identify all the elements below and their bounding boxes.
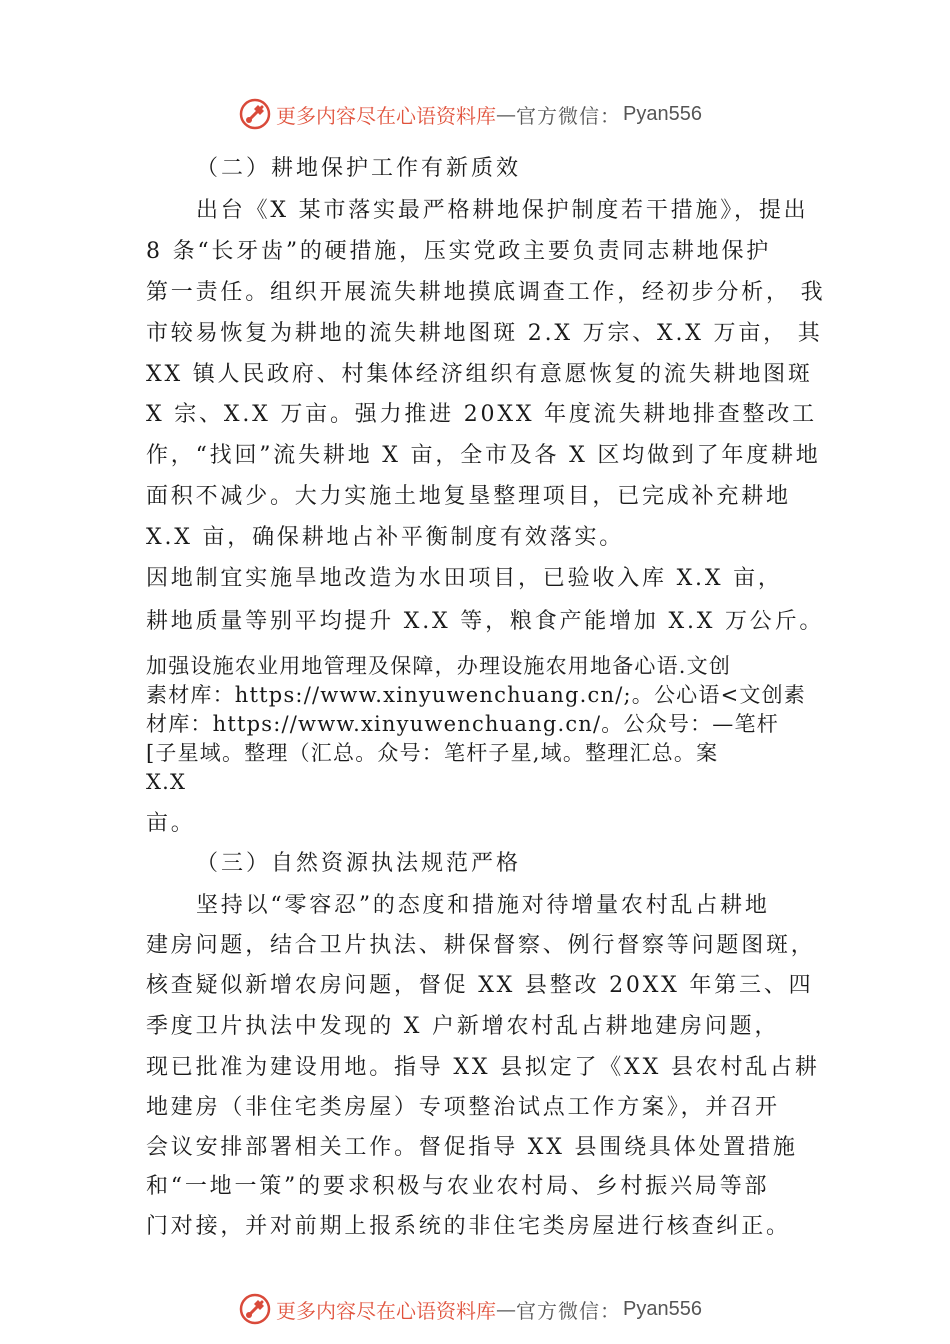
- paragraph-line: X 宗、X.X 万亩。强力推进 20XX 年度流失耕地排查整改工: [146, 402, 817, 427]
- paragraph-line: 面积不减少。大力实施土地复垦整理项目，已完成补充耕地: [146, 484, 791, 509]
- paragraph-line: 建房问题，结合卫片执法、耕保督察、例行督察等问题图斑，: [146, 933, 816, 958]
- paragraph-line: 门对接，并对前期上报系统的非住宅类房屋进行核查纠正。: [146, 1214, 791, 1239]
- paragraph-line: 市较易恢复为耕地的流失耕地图斑 2.X 万宗、X.X 万亩， 其: [146, 321, 823, 346]
- watermark-main-text: 更多内容尽在心语资料库: [276, 103, 496, 128]
- watermark-footer: [238, 1289, 702, 1329]
- paragraph-line: 季度卫片执法中发现的 X 户新增农村乱占耕地建房问题，: [146, 1014, 780, 1039]
- paragraph-line: 地建房（非住宅类房屋）专项整治试点工作方案》，并召开: [146, 1095, 780, 1120]
- watermark-wechat-id: Pyan556: [623, 102, 702, 125]
- paragraph-line: 会议安排部署相关工作。督促指导 XX 县围绕具体处置措施: [146, 1135, 798, 1160]
- paragraph-line: 核查疑似新增农房问题，督促 XX 县整改 20XX 年第三、四: [146, 973, 814, 998]
- paragraph-line: 出台《X 某市落实最严格耕地保护制度若干措施》，提出: [196, 198, 809, 223]
- paragraph-line: 耕地质量等别平均提升 X.X 等，粮食产能增加 X.X 万公斤。: [146, 609, 825, 634]
- watermark-header: [238, 94, 702, 134]
- paragraph-line: X.X 亩，确保耕地占补平衡制度有效落实。: [146, 525, 625, 550]
- paragraph-line: 现已批准为建设用地。指导 XX 县拟定了《XX 县农村乱占耕: [146, 1055, 820, 1080]
- watermark-wechat-id: Pyan556: [623, 1297, 702, 1320]
- watermark-dash: —: [496, 1297, 516, 1321]
- paragraph-line: 和“一地一策”的要求积极与农业农村局、乡村振兴局等部: [146, 1174, 770, 1199]
- paragraph-line: 作，“找回”流失耕地 X 亩，全市及各 X 区均做到了年度耕地: [146, 443, 821, 468]
- brand-logo-icon: [238, 1292, 272, 1326]
- inserted-text-line: 加强设施农业用地管理及保障，办理设施农用地备心语.文创: [146, 654, 732, 678]
- paragraph-line: 亩。: [146, 811, 196, 836]
- brand-logo-icon: [238, 97, 272, 131]
- inserted-text-line: 材库：https://www.xinyuwenchuang.cn/。公众号：—笔杆: [146, 712, 779, 736]
- watermark-sub-text: 官方微信：: [516, 1298, 621, 1323]
- paragraph-line: 第一责任。组织开展流失耕地摸底调查工作，经初步分析， 我: [146, 280, 826, 305]
- inserted-text-line: 素材库：https://www.xinyuwenchuang.cn/;。公心语<文创素: [146, 683, 806, 707]
- watermark-main-text: 更多内容尽在心语资料库: [276, 1298, 496, 1323]
- paragraph-line: 因地制宜实施旱地改造为水田项目，已验收入库 X.X 亩，: [146, 566, 783, 591]
- inserted-text-line: [子星域。整理（汇总。众号：笔杆子星,域。整理汇总。案: [146, 741, 719, 765]
- section-heading-two: （二）耕地保护工作有新质效: [196, 156, 522, 181]
- paragraph-line: 8 条“长牙齿”的硬措施，压实党政主要负责同志耕地保护: [146, 239, 772, 264]
- section-heading-three: （三）自然资源执法规范严格: [196, 851, 522, 876]
- paragraph-line: XX 镇人民政府、村集体经济组织有意愿恢复的流失耕地图斑: [146, 362, 813, 387]
- inserted-text-line: X.X: [146, 770, 187, 794]
- watermark-sub-text: 官方微信：: [516, 103, 621, 128]
- paragraph-line: 坚持以“零容忍”的态度和措施对待增量农村乱占耕地: [196, 893, 770, 918]
- watermark-dash: —: [496, 102, 516, 126]
